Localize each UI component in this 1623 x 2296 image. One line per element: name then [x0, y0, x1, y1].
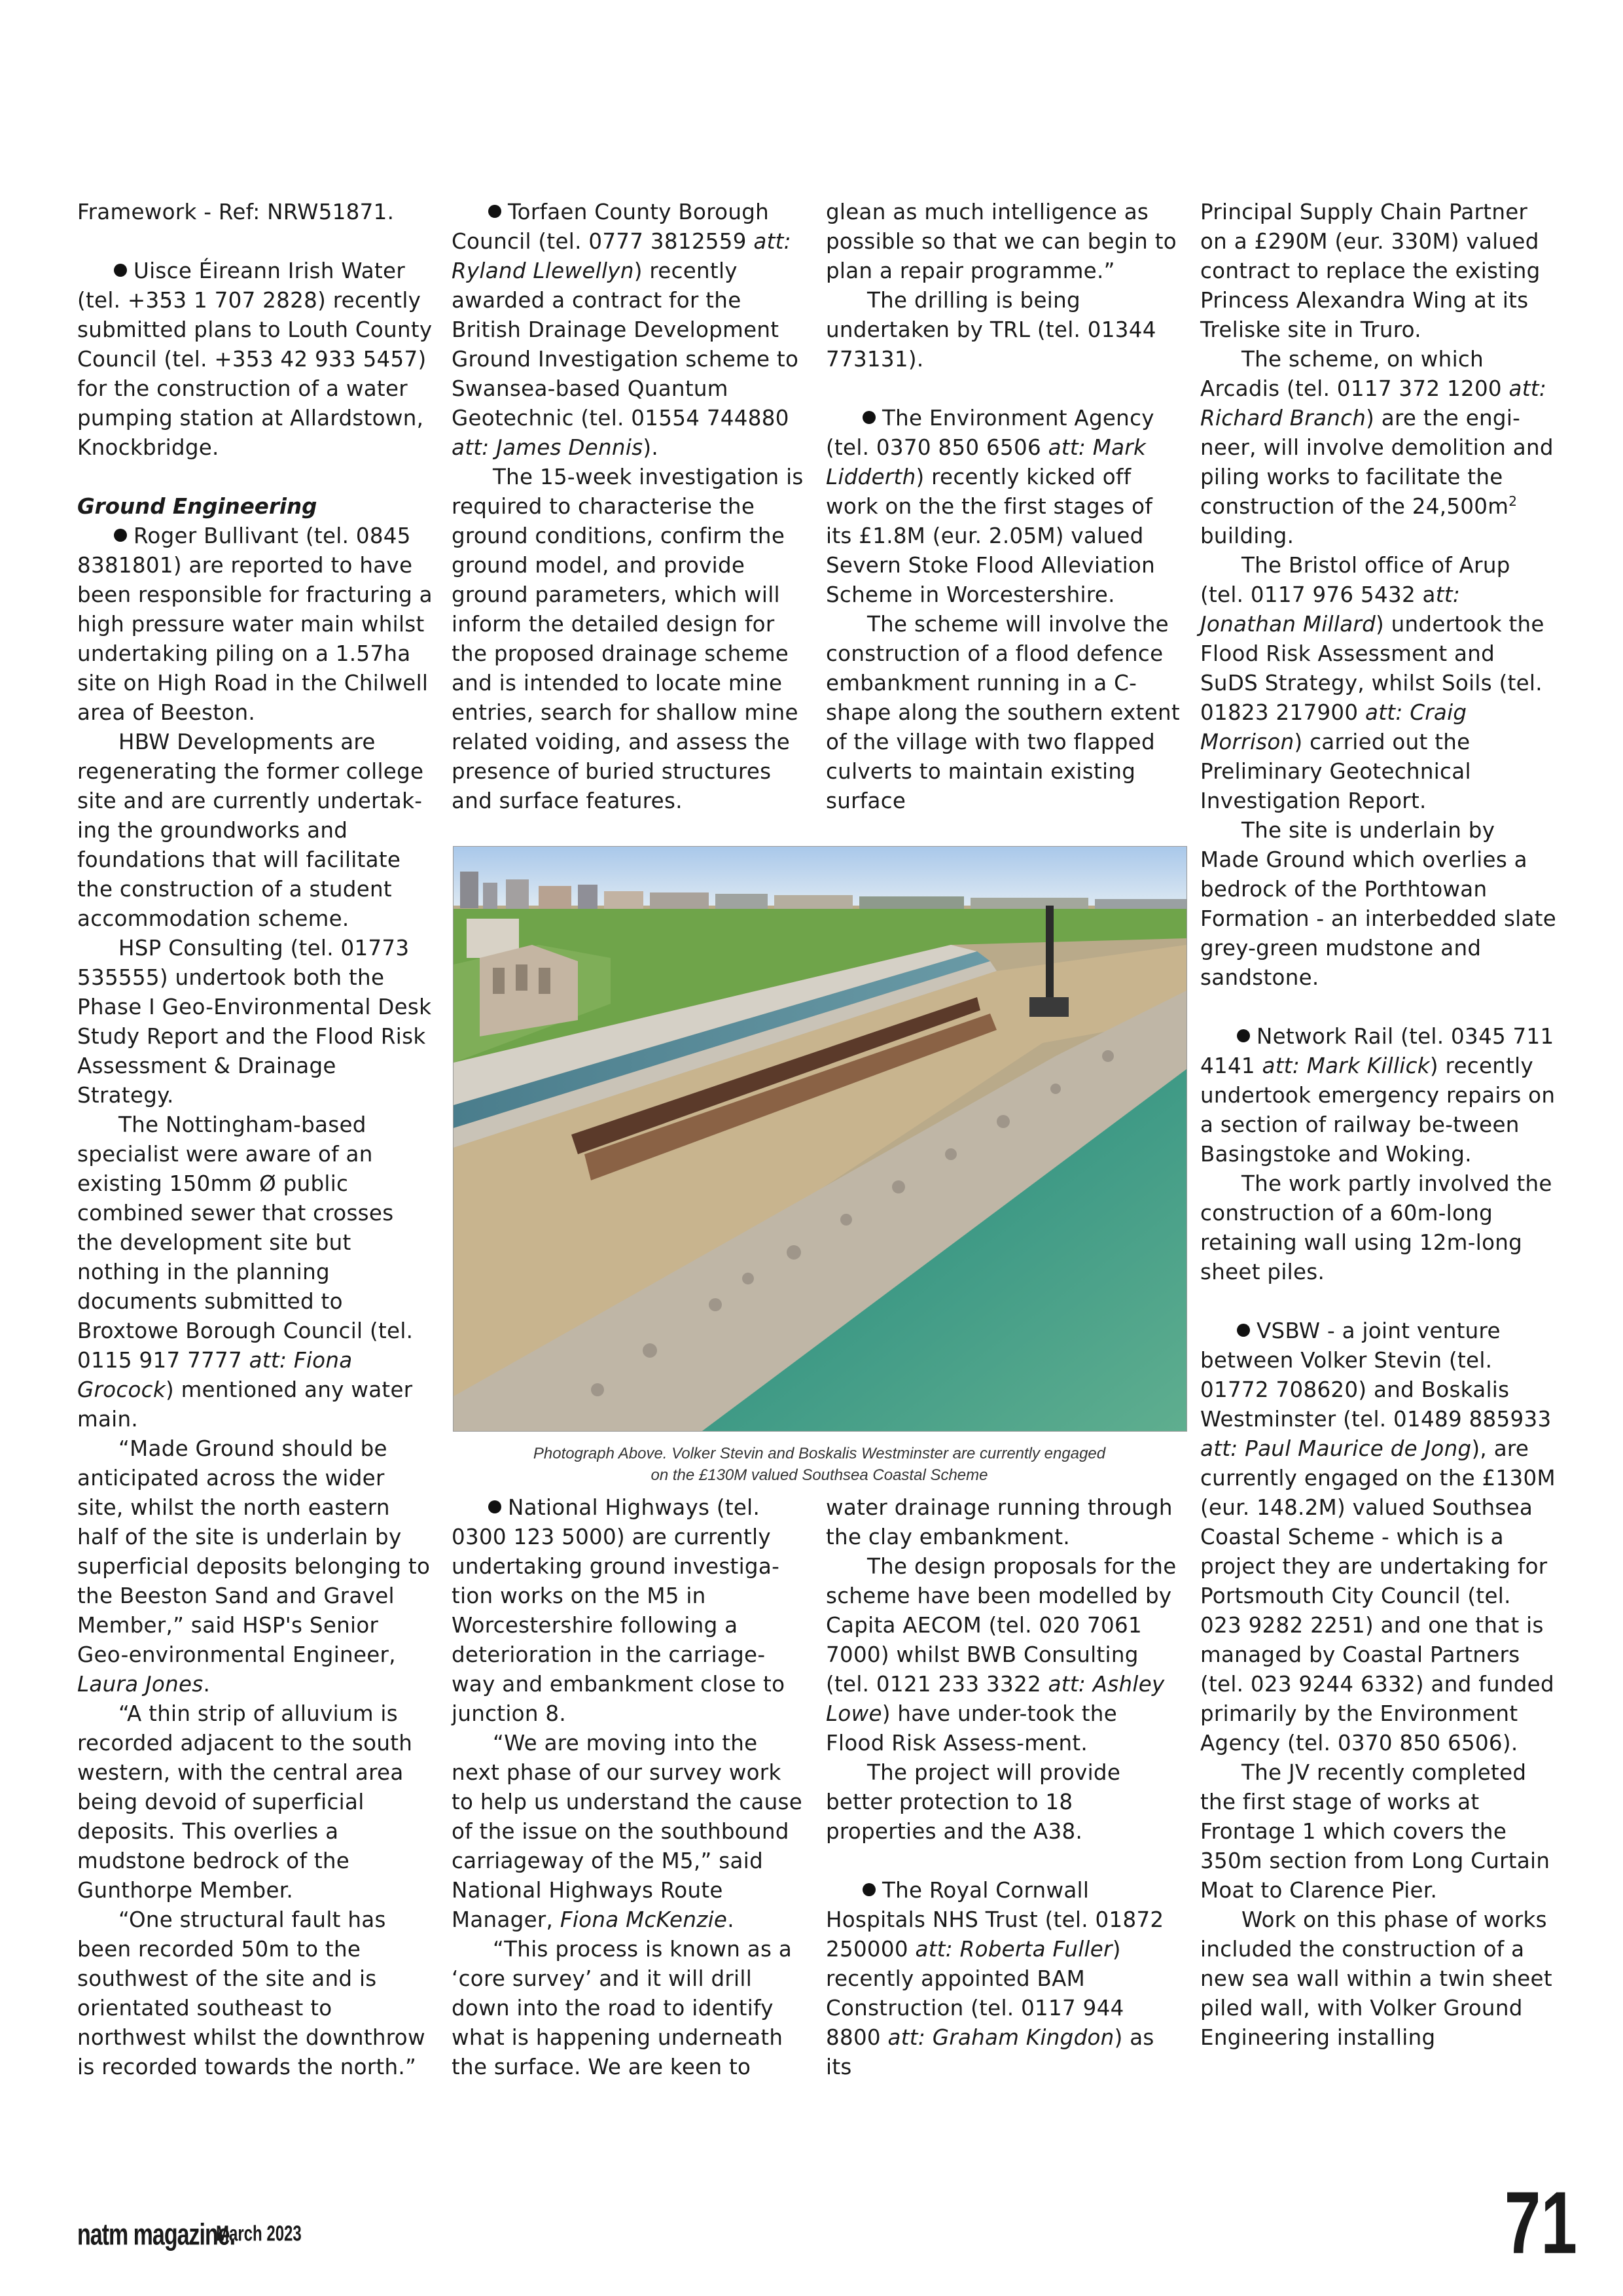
paragraph: The Bristol office of Arup (tel. 0117 976 5432 att: Jonathan Millard) undertook the Flood Risk Assessment and SuDS Strategy, whilst Soils (tel. 01823 217900 att: Craig Morrison) carried out the Preliminary Geotechnical Investigation Report. [1200, 553, 1544, 813]
article-column-3 [826, 198, 1183, 816]
article-column-2 [452, 198, 808, 816]
news-item-irish-water: Uisce Éireann Irish Water (tel. +353 1 707 2828) recently submitted plans to Louth County Council (tel. +353 42 933 5457) for the construction of a water pumping station at Allardstown, Knockbridge. [77, 258, 433, 460]
bullet-icon [114, 529, 127, 542]
paragraph: The JV recently completed the first stage of works at Frontage 1 which covers the 350m section from Long Curtain Moat to Clarence Pier. [1200, 1760, 1550, 1903]
quote-paragraph: “Made Ground should be anticipated across the wider site, whilst the north eastern half of the site is underlain by superficial deposits belonging to the Beeston Sand and Gravel Member,” said HSP's Senior Geo-environmental Engineer, Laura Jones. [77, 1436, 431, 1697]
paragraph: Work on this phase of works included the construction of a new sea wall within a twin sheet piled wall, with Volker Ground Engineering installing [1200, 1907, 1552, 2050]
section-heading: Ground Engineering [77, 494, 317, 519]
paragraph: The scheme, on which Arcadis (tel. 0117 372 1200 att: Richard Branch) are the engi-neer, will involve demolition and piling works to facilitate the construction of the $24,500m^2$ building. [1200, 347, 1554, 548]
paragraph: The 15-week investigation is required to characterise the ground conditions, confirm the ground model, and provide ground parameters, which will inform the detailed design for the proposed drainage scheme and is intended to locate mine entries, search for shallow mine related voiding, and assess the presence of buried structures and surface features. [452, 465, 804, 813]
paragraph: HBW Developments are regenerating the former college site and are currently undertak-ing the groundworks and foundations that will facilitate the construction of a student accommodation scheme. [77, 730, 424, 931]
paragraph: Principal Supply Chain Partner on a £290M (eur. 330M) valued contract to replace the existing Princess Alexandra Wing at its Treliske site in Truro. [1200, 200, 1541, 342]
news-item-environment-agency: The Environment Agency (tel. 0370 850 6506 att: Mark Lidderth) recently kicked off work on the the first stages of its £1.8M (eur. 2.05M) valued Severn Stoke Flood Alleviation Scheme in Worcestershire. [826, 406, 1155, 607]
bullet-icon [863, 1883, 876, 1896]
bullet-icon [1237, 1029, 1250, 1042]
quote-paragraph: “We are moving into the next phase of our survey work to help us understand the cause of the issue on the southbound carriageway of the M5,” said National Highways Route Manager, Fiona McKenzie. [452, 1731, 803, 1932]
paragraph: The Nottingham-based specialist were aware of an existing 150mm Ø public combined sewer that crosses the development site but nothing in the planning documents submitted to Broxtowe Borough Council (tel. 0115 917 7777 att: Fiona Grocock) mentioned any water main. [77, 1112, 414, 1432]
article-column-1 [77, 198, 434, 2082]
paragraph: The project will provide better protection to 18 properties and the A38. [826, 1760, 1121, 1844]
paragraph: The scheme will involve the construction of a flood defence embankment running in a C-shape along the southern extent of the village with two flapped culverts to maintain existing surface [826, 612, 1180, 813]
paragraph: HSP Consulting (tel. 01773 535555) undertook both the Phase I Geo-Environmental Desk Study Report and the Flood Risk Assessment & Drainage Strategy. [77, 936, 432, 1108]
quote-paragraph: “A thin strip of alluvium is recorded adjacent to the south western, with the central area being devoid of superficial deposits. This overlies a mudstone bedrock of the Gunthorpe Member. [77, 1701, 413, 1903]
article-column-2-lower [452, 1493, 808, 2082]
paragraph: water drainage running through the clay embankment. [826, 1495, 1173, 1549]
news-item-torfaen: Torfaen County Borough Council (tel. 0777 3812559 att: Ryland Llewellyn) recently awarded a contract for the British Drainage Development Ground Investigation scheme to Swansea-based Quantum Geotechnic (tel. 01554 744880 att: James Dennis). [452, 200, 799, 460]
quote-paragraph: “One structural fault has been recorded 50m to the southwest of the site and is orientated southeast to northwest whilst the downthrow is recorded towards the north.” [77, 1907, 425, 2079]
paragraph: Framework - Ref: NRW51871. [77, 200, 395, 224]
issue-date: March 2023 [216, 2221, 302, 2246]
bullet-icon [488, 1500, 501, 1513]
bullet-icon [1237, 1324, 1250, 1337]
news-item-vsbw: VSBW - a joint venture between Volker Stevin (tel. 01772 708620) and Boskalis Westminster (tel. 01489 885933 att: Paul Maurice de Jong), are currently engaged on the £130M (eur. 148.2M) valued Southsea Coastal Scheme - which is a project they are undertaking for Portsmouth City Council (tel. 023 9282 2251) and one that is managed by Coastal Partners (tel. 023 9244 6332) and funded primarily by the Environment Agency (tel. 0370 850 6506). [1200, 1318, 1556, 1756]
paragraph: The work partly involved the construction of a 60m-long retaining wall using 12m-long sheet piles. [1200, 1171, 1552, 1284]
page-number: 71 [1504, 2173, 1577, 2273]
bullet-icon [114, 264, 127, 277]
quote-paragraph: “This process is known as a ‘core survey’ and it will drill down into the road to identify what is happening underneath the surface. We are keen to [452, 1937, 793, 2079]
paragraph: glean as much intelligence as possible so that we can begin to plan a repair programme.” [826, 200, 1177, 283]
bullet-icon [488, 205, 501, 218]
news-item-network-rail: Network Rail (tel. 0345 711 4141 att: Mark Killick) recently undertook emergency repairs on a section of railway be-tween Basingstoke and Woking. [1200, 1024, 1556, 1167]
article-column-4 [1200, 198, 1557, 2053]
magazine-brand: natm magazine. [77, 2218, 236, 2252]
aerial-photo-illustration [454, 847, 1186, 1431]
coastal-scheme-photo [453, 846, 1187, 1432]
news-item-royal-cornwall: The Royal Cornwall Hospitals NHS Trust (tel. 01872 250000 att: Roberta Fuller) recently appointed BAM Construction (tel. 0117 944 8800 att: Graham Kingdon) as its [826, 1878, 1164, 2079]
article-column-3-lower [826, 1493, 1183, 2082]
paragraph: The drilling is being undertaken by TRL (tel. 01344 773131). [826, 288, 1156, 372]
news-item-roger-bullivant: Roger Bullivant (tel. 0845 8381801) are reported to have been responsible for fracturing a high pressure water main whilst undertaking piling on a 1.57ha site on High Road in the Chilwell area of Beeston. [77, 523, 433, 725]
paragraph: The site is underlain by Made Ground which overlies a bedrock of the Porthtowan Formation - an interbedded slate grey-green mudstone and sandstone. [1200, 818, 1557, 990]
photo-caption: Photograph Above. Volker Stevin and Boskalis Westminster are currently engaged on the £130M valued Southsea Coastal Scheme [533, 1445, 1106, 1484]
news-item-national-highways: National Highways (tel. 0300 123 5000) are currently undertaking ground investiga-tion works on the M5 in Worcestershire following a deterioration in the carriage-way and embankment close to junction 8. [452, 1495, 785, 1726]
paragraph: The design proposals for the scheme have been modelled by Capita AECOM (tel. 020 7061 7000) whilst BWB Consulting (tel. 0121 233 3322 att: Ashley Lowe) have under-took the Flood Risk Assess-ment. [826, 1554, 1177, 1756]
bullet-icon [863, 411, 876, 424]
